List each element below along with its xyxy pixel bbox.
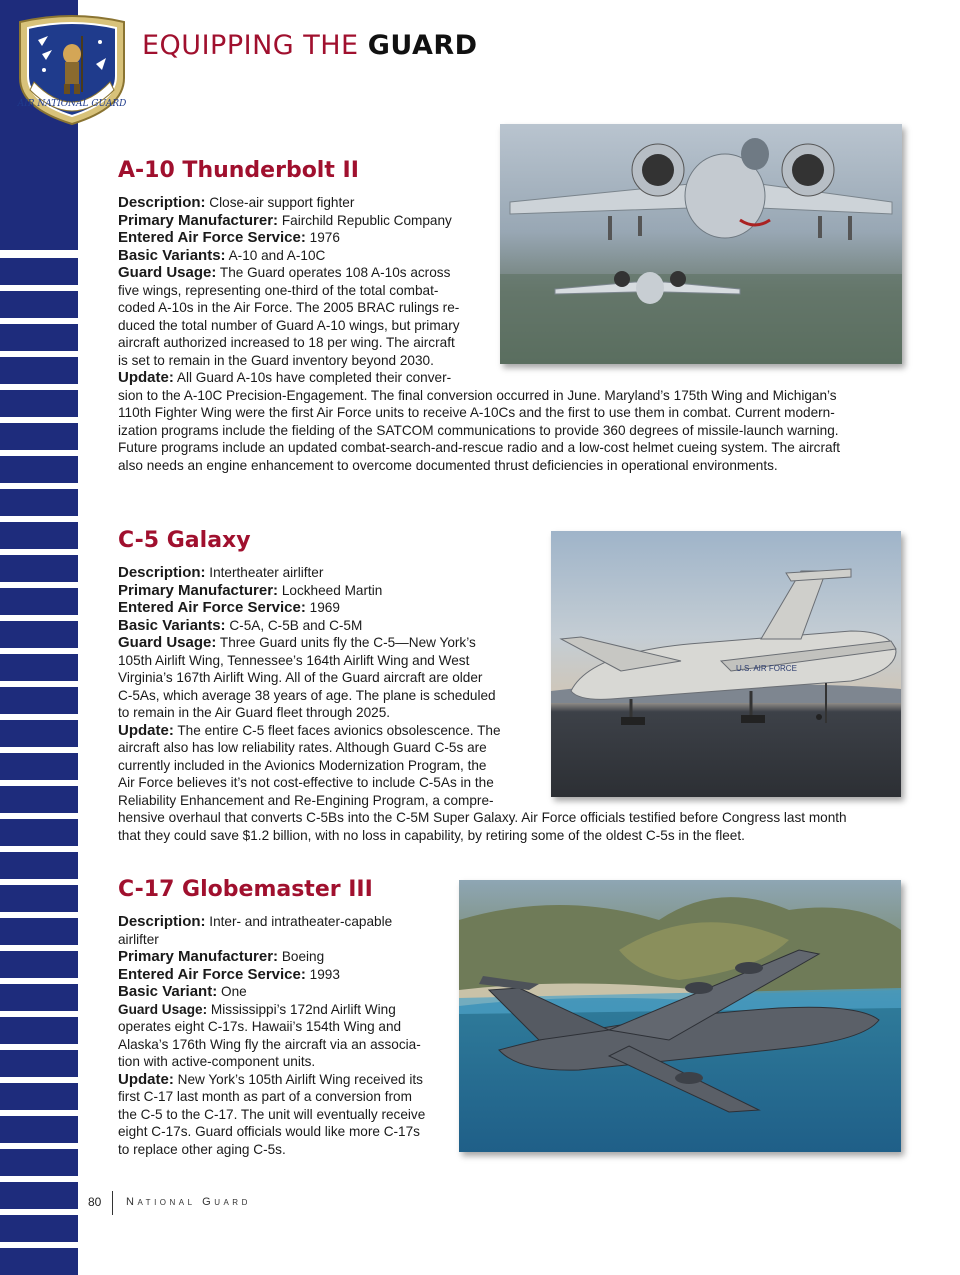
c17-description: Description: Inter- and intratheater-capable (118, 913, 393, 930)
border-stripe (0, 588, 78, 615)
border-stripe (0, 621, 78, 648)
border-stripe (0, 1215, 78, 1242)
a10-usage-line: is set to remain in the Guard inventory beyond 2030. (118, 352, 434, 368)
border-stripe (0, 687, 78, 714)
border-stripe (0, 1017, 78, 1044)
c5-service: Entered Air Force Service: 1969 (118, 599, 340, 616)
border-stripe (0, 951, 78, 978)
a10-update-line: 110th Fighter Wing were the first Air Force units to receive A-10Cs and the first to use them in combat. Current modern- (118, 405, 835, 420)
c5-usage-line: to remain in the Air Guard fleet through 2025. (118, 705, 391, 720)
section-title-c17: C-17 Globemaster III (118, 877, 373, 902)
c17-update-line: first C-17 last month as part of a conversion from (118, 1089, 412, 1104)
border-stripe (0, 1116, 78, 1143)
a10-description: Description: Close-air support fighter (118, 194, 355, 211)
logo-text: AIR NATIONAL GUARD (17, 99, 127, 109)
a10-usage-line: five wings, representing one-third of the total combat- (118, 282, 439, 298)
border-stripe (0, 720, 78, 747)
c5-usage-line: Virginia’s 167th Airlift Wing. All of the Guard aircraft are older (118, 670, 483, 685)
c5-manufacturer: Primary Manufacturer: Lockheed Martin (118, 581, 383, 599)
border-stripe (0, 885, 78, 912)
c5-update-line: that they could save $1.2 billion, with no loss in capability, by retiring some of the oldest C-5s in the fleet. (118, 827, 745, 843)
c5-update-line: Reliability Enhancement and Re-Engining Program, a compre- (118, 792, 494, 808)
border-stripe (0, 852, 78, 879)
c17-text (118, 913, 448, 1158)
border-stripe (0, 291, 78, 318)
border-stripe (0, 489, 78, 516)
c5-usage-line: C-5As, which average 38 years of age. The plane is scheduled (118, 687, 496, 703)
border-stripe (0, 258, 78, 285)
border-stripe (0, 522, 78, 549)
border-stripe (0, 984, 78, 1011)
border-stripe (0, 1083, 78, 1110)
section-title-a10: A-10 Thunderbolt II (118, 158, 359, 183)
c5-update-line: hensive overhaul that converts C-5Bs into the C-5M Super Galaxy. Air Force officials testified before Congress last month (118, 810, 847, 825)
c5-update-line: aircraft also has low reliability rates. Although Guard C-5s are (118, 740, 487, 755)
border-stripe (0, 819, 78, 846)
a10-update-line: Future programs include an updated combat-search-and-rescue radio and a low-cost helmet cueing system. The aircraft (118, 440, 841, 455)
border-stripe (0, 1248, 78, 1275)
border-stripe (0, 456, 78, 483)
a10-service: Entered Air Force Service: 1976 (118, 229, 340, 246)
c17-update-line: to replace other aging C-5s. (118, 1141, 286, 1157)
c5-text (118, 564, 908, 844)
publication-name: National Guard (126, 1196, 251, 1208)
c17-usage-line: Alaska’s 176th Wing fly the aircraft via an associa- (118, 1036, 421, 1052)
c17-usage: Guard Usage: Mississippi’s 172nd Airlift Wing (118, 1001, 396, 1017)
c17-usage-line: operates eight C-17s. Hawaii’s 154th Wing and (118, 1019, 402, 1034)
border-stripe (0, 1050, 78, 1077)
header-title-light: EQUIPPING THE (142, 30, 368, 61)
c5-update-line: Air Force believes it’s not cost-effective to include C-5As in the (118, 775, 494, 790)
a10-update-line: ization programs include the fielding of the SATCOM communications to provide 360 degrees of missile-launch warning. (118, 422, 839, 438)
c17-update-line: the C-5 to the C-17. The unit will eventually receive (118, 1106, 426, 1122)
c17-manufacturer: Primary Manufacturer: Boeing (118, 948, 325, 965)
c17-service: Entered Air Force Service: 1993 (118, 965, 340, 983)
a10-update-line: sion to the A-10C Precision-Engagement. The final conversion occurred in June. Maryland’s 175th Wing and Michigan’s (118, 387, 837, 403)
c5-usage: Guard Usage: Three Guard units fly the C-5—New York’s (118, 634, 476, 651)
c5-update-line: currently included in the Avionics Modernization Program, the (118, 757, 487, 773)
a10-usage-line: duced the total number of Guard A-10 wings, but primary (118, 317, 460, 333)
air-national-guard-logo (12, 8, 132, 128)
a10-update-line: also needs an engine enhancement to overcome documented thrust deficiencies in operational environments. (118, 457, 778, 473)
border-stripe (0, 357, 78, 384)
border-stripe (0, 555, 78, 582)
left-stripe-border (0, 0, 78, 1251)
c17-update-line: eight C-17s. Guard officials would like more C-17s (118, 1124, 420, 1139)
a10-variants: Basic Variants: A-10 and A-10C (118, 246, 326, 264)
c5-variants: Basic Variants: C-5A, C-5B and C-5M (118, 616, 363, 634)
border-stripe (0, 324, 78, 351)
c5-usage-line: 105th Airlift Wing, Tennessee’s 164th Airlift Wing and West (118, 652, 470, 668)
a10-usage-line: aircraft authorized increased to 18 per wing. The aircraft (118, 335, 455, 350)
a10-update: Update: All Guard A-10s have completed their conver- (118, 369, 452, 386)
a10-usage-line: coded A-10s in the Air Force. The 2005 BRAC rulings re- (118, 300, 460, 315)
section-title-c5: C-5 Galaxy (118, 528, 251, 553)
border-stripe (0, 1149, 78, 1176)
border-stripe (0, 918, 78, 945)
a10-manufacturer: Primary Manufacturer: Fairchild Republic Company (118, 211, 452, 229)
page-number: 80 (88, 1195, 102, 1209)
border-stripe (0, 1182, 78, 1209)
c5-tail-text: U.S. AIR FORCE (736, 664, 797, 673)
border-stripe (0, 753, 78, 780)
c17-photo (459, 880, 901, 1152)
header-title-bold: GUARD (367, 30, 478, 61)
border-stripe (0, 423, 78, 450)
c5-update: Update: The entire C-5 fleet faces avionics obsolescence. The (118, 721, 501, 739)
border-stripe (0, 654, 78, 681)
border-stripe (0, 390, 78, 417)
c17-usage-line: tion with active-component units. (118, 1054, 316, 1069)
footer-divider (112, 1191, 113, 1215)
a10-usage: Guard Usage: The Guard operates 108 A-10s across (118, 264, 451, 281)
a10-text (118, 194, 908, 474)
c17-variants: Basic Variant: One (118, 983, 247, 1000)
c17-description-line: airlifter (118, 931, 159, 947)
c17-update: Update: New York’s 105th Airlift Wing received its (118, 1070, 423, 1088)
border-stripe (0, 786, 78, 813)
c5-description: Description: Intertheater airlifter (118, 564, 324, 581)
page-header-title (142, 30, 478, 61)
